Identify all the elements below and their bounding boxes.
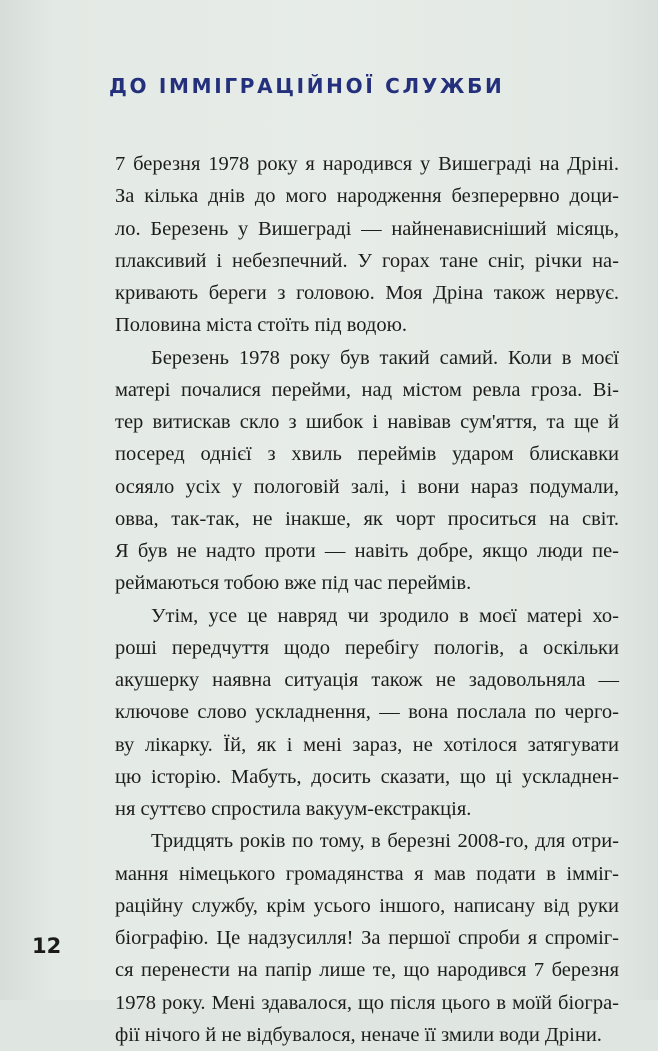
- paragraph-4-line-7: фії нічого й не відбувалося, неначе її змили води Дріни.: [115, 1023, 602, 1046]
- paragraph-4-line-6: 1978 року. Мені здавалося, що після цього в моїй біогра-: [115, 991, 619, 1014]
- paragraph-2-line-3: тер витискав скло з шибок і навівав сум'яття, та ще й: [115, 411, 619, 433]
- paragraph-4-line-3: раційну службу, крім усього іншого, написану від руки: [115, 894, 619, 917]
- paragraph-3-line-2: роші передчуття щодо перебігу пологів, а оскільки: [115, 636, 619, 659]
- paragraph-2-line-5: осяяло усіх у пологовій залі, і вони нараз подумали,: [115, 475, 619, 498]
- paragraph-2-line-7: Я був не надто проти — навіть добре, якщо люди пе-: [115, 540, 619, 562]
- chapter-heading: ДО ІММІГРАЦІЙНОЇ СЛУЖБИ: [109, 74, 505, 98]
- paragraph-4-line-5: ся перенести на папір лише те, що народився 7 березня: [115, 959, 619, 982]
- paragraph-1-line-5: кривають береги з головою. Моя Дріна також нервує.: [115, 282, 619, 304]
- body-text: [115, 148, 619, 1051]
- paragraph-4-line-4: біографію. Це надзусилля! За першої спроби я спроміг-: [115, 927, 619, 949]
- paragraph-1-line-3: ло. Березень у Вишеграді — найненависніший місяць,: [115, 217, 619, 240]
- paragraph-2-line-6: овва, так-так, не інакше, як чорт проситься на світ.: [115, 507, 619, 530]
- paragraph-4-line-1: Тридцять років по тому, в березні 2008-го, для отри-: [151, 830, 619, 853]
- paragraph-2-line-4: посеред однієї з хвиль переймів ударом блискавки: [115, 443, 619, 466]
- paragraph-1-line-6: Половина міста стоїть під водою.: [115, 314, 408, 337]
- paragraph-3-line-1: Утім, усе це навряд чи зродило в моєї матері хо-: [151, 604, 619, 627]
- paragraph-2-line-1: Березень 1978 року був такий самий. Коли в моєї: [151, 346, 619, 369]
- paragraph-3-line-5: ву лікарку. Їй, як і мені зараз, не хотілося затягувати: [115, 733, 619, 756]
- paragraph-3-line-4: ключове слово ускладнення, — вона послала по черго-: [115, 701, 619, 724]
- paragraph-4-line-2: мання німецького громадянства я мав подати в імміг-: [115, 862, 619, 885]
- page-number: 12: [32, 934, 62, 958]
- paragraph-2-line-2: матері почалися перейми, над містом ревла гроза. Ві-: [115, 378, 619, 401]
- paragraph-3-line-6: цю історію. Мабуть, досить сказати, що ці ускладнен-: [115, 765, 619, 788]
- paragraph-1-line-4: плаксивий і небезпечний. У горах тане сніг, річки на-: [115, 249, 619, 272]
- paragraph-2-line-8: реймаються тобою вже під час переймів.: [115, 572, 472, 595]
- paragraph-1-line-1: 7 березня 1978 року я народився у Вишеграді на Дріні.: [115, 153, 619, 175]
- paragraph-3-line-3: акушерку наявна ситуація також не задовольняла —: [115, 669, 619, 691]
- paragraph-1-line-2: За кілька днів до мого народження безперервно доци-: [115, 185, 619, 208]
- paragraph-3-line-7: ня суттєво спростила вакуум-екстракція.: [115, 798, 472, 820]
